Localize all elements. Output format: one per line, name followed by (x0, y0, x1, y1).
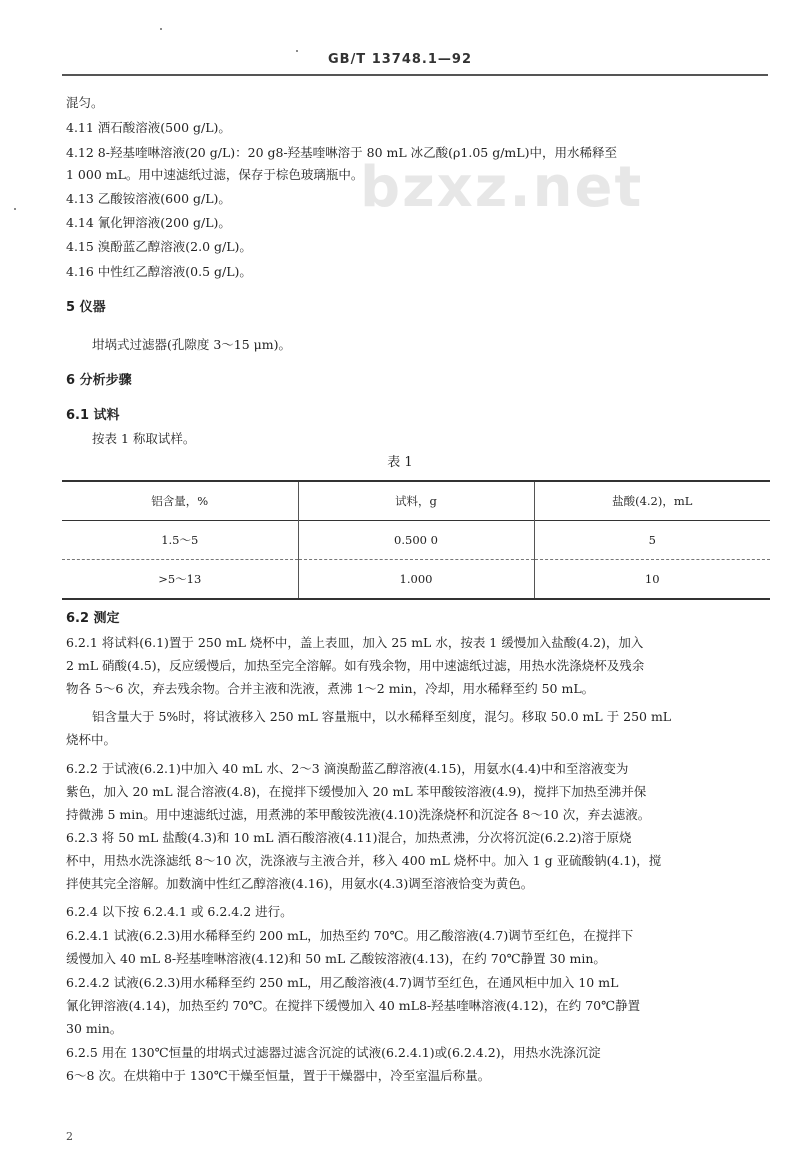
subsection-heading: 6.2 测定 (66, 611, 120, 626)
text-line: 4.12 8-羟基喹啉溶液(20 g/L)：20 g8-羟基喹啉溶于 80 mL 冰乙酸(ρ1.05 g/mL)中，用水稀释至 (66, 145, 617, 160)
text-line: 物各 5～6 次，弃去残余物。合并主液和洗液，煮沸 1～2 min，冷却，用水稀释至约 50 mL。 (66, 681, 595, 696)
text-line: 4.15 溴酚蓝乙醇溶液(2.0 g/L)。 (66, 239, 252, 254)
text-line: 2 mL 硝酸(4.5)，反应缓慢后，加热至完全溶解。如有残余物，用中速滤纸过滤，用热水洗涤烧杯及残余 (66, 658, 645, 673)
table-row (62, 521, 770, 560)
text-line: 氰化钾溶液(4.14)，加热至约 70℃。在搅拌下缓慢加入 40 mL8-羟基喹啉溶液(4.12)，在约 70℃静置 (66, 998, 641, 1013)
table-row (62, 560, 770, 600)
table-cell: 1.000 (298, 560, 534, 600)
table-caption: 表 1 (387, 455, 413, 470)
header-cell: 盐酸(4.2)，mL (534, 481, 770, 521)
scan-speck (14, 208, 16, 210)
text-line: 6.2.4.2 试液(6.2.3)用水稀释至约 250 mL，用乙酸溶液(4.7)调节至红色，在通风柜中加入 10 mL (66, 975, 619, 990)
text-line: 缓慢加入 40 mL 8-羟基喹啉溶液(4.12)和 50 mL 乙酸铵溶液(4.13)，在约 70℃静置 30 min。 (66, 951, 606, 966)
text-line: 坩埚式过滤器(孔隙度 3～15 μm)。 (92, 337, 292, 352)
text-line: 1 000 mL。用中速滤纸过滤，保存于棕色玻璃瓶中。 (66, 167, 364, 182)
text-line: 4.14 氰化钾溶液(200 g/L)。 (66, 215, 231, 230)
text-line: 6.2.2 于试液(6.2.1)中加入 40 mL 水、2～3 滴溴酚蓝乙醇溶液(4.15)，用氨水(4.4)中和至溶液变为 (66, 761, 629, 776)
subsection-heading: 6.1 试料 (66, 408, 120, 423)
text-line: 4.13 乙酸铵溶液(600 g/L)。 (66, 191, 231, 206)
sample-mass-table (62, 480, 770, 600)
text-line: 烧杯中。 (66, 732, 117, 747)
header-rule (62, 74, 768, 76)
text-line: 6.2.4.1 试液(6.2.3)用水稀释至约 200 mL，加热至约 70℃。用乙酸溶液(4.7)调节至红色，在搅拌下 (66, 928, 634, 943)
text-line: 4.11 酒石酸溶液(500 g/L)。 (66, 120, 231, 135)
text-line: 杯中，用热水洗涤滤纸 8～10 次，洗涤液与主液合并，移入 400 mL 烧杯中。加入 1 g 亚硫酸钠(4.1)，搅 (66, 853, 662, 868)
table-cell: 10 (534, 560, 770, 600)
text-line: 按表 1 称取试样。 (92, 431, 196, 446)
table-cell: >5～13 (62, 560, 298, 600)
text-line: 混匀。 (66, 95, 104, 110)
text-line: 6～8 次。在烘箱中于 130℃干燥至恒量，置于干燥器中，冷至室温后称量。 (66, 1068, 491, 1083)
standard-number-header: GB/T 13748.1—92 (327, 52, 473, 67)
table-header-row (62, 481, 770, 521)
table-cell: 1.5～5 (161, 533, 199, 547)
header-cell: 铝含量，% (151, 494, 209, 508)
text-line: 拌使其完全溶解。加数滴中性红乙醇溶液(4.16)，用氨水(4.3)调至溶液恰变为黄色。 (66, 876, 534, 891)
text-line: 6.2.3 将 50 mL 盐酸(4.3)和 10 mL 酒石酸溶液(4.11)混合，加热煮沸，分次将沉淀(6.2.2)溶于原烧 (66, 830, 632, 845)
text-line: 铝含量大于 5%时，将试液移入 250 mL 容量瓶中，以水稀释至刻度，混匀。移取 50.0 mL 于 250 mL (92, 709, 672, 724)
text-line: 30 min。 (66, 1021, 123, 1036)
watermark: bzxz.net (360, 155, 644, 220)
section-heading: 6 分析步骤 (66, 373, 132, 388)
text-line: 持微沸 5 min。用中速滤纸过滤，用煮沸的苯甲酸铵洗液(4.10)洗涤烧杯和沉淀各 8～10 次，弃去滤液。 (66, 807, 651, 822)
table-cell: 0.500 0 (298, 521, 534, 560)
text-line: 紫色，加入 20 mL 混合溶液(4.8)，在搅拌下缓慢加入 20 mL 苯甲酸铵溶液(4.9)，搅拌下加热至沸并保 (66, 784, 647, 799)
text-line: 6.2.4 以下按 6.2.4.1 或 6.2.4.2 进行。 (66, 904, 293, 919)
section-heading: 5 仪器 (66, 300, 106, 315)
table-cell: 5 (534, 521, 770, 560)
page-number: 2 (66, 1130, 73, 1143)
header-cell: 试料，g (298, 481, 534, 521)
text-line: 6.2.1 将试料(6.1)置于 250 mL 烧杯中，盖上表皿，加入 25 mL 水，按表 1 缓慢加入盐酸(4.2)，加入 (66, 635, 644, 650)
text-line: 4.16 中性红乙醇溶液(0.5 g/L)。 (66, 264, 252, 279)
scan-speck (296, 50, 298, 52)
scan-speck (160, 28, 162, 30)
text-line: 6.2.5 用在 130℃恒量的坩埚式过滤器过滤含沉淀的试液(6.2.4.1)或(6.2.4.2)，用热水洗涤沉淀 (66, 1045, 601, 1060)
